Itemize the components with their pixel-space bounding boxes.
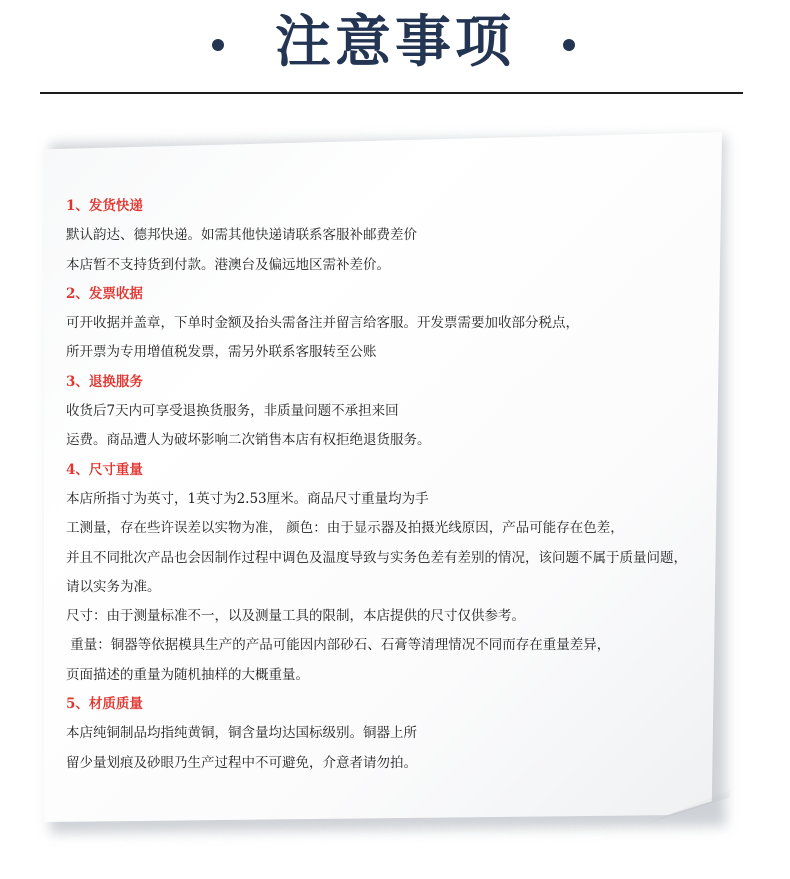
section-heading-invoice: 2、发票收据 bbox=[66, 285, 143, 302]
section-line: 收货后7天内可享受退换货服务，非质量问题不承担来回 bbox=[66, 403, 399, 420]
section-line: 并且不同批次产品也会因制作过程中调色及温度导致与实务色差有差别的情况，该问题不属于质量问题， bbox=[66, 549, 687, 566]
notice-content bbox=[66, 192, 726, 778]
section-line: 重量：铜器等依据模具生产的产品可能因内部砂石、石膏等清理情况不同而存在重量差异， bbox=[66, 637, 611, 654]
section-line: 可开收据并盖章，下单时金额及抬头需备注并留言给客服。开发票需要加收部分税点， bbox=[66, 315, 579, 332]
section-line: 默认韵达、德邦快递。如需其他快递请联系客服补邮费差价 bbox=[66, 227, 417, 244]
section-heading-size-weight: 4、尺寸重量 bbox=[66, 461, 143, 478]
section-line: 页面描述的重量为随机抽样的大概重量。 bbox=[66, 666, 309, 683]
section-line: 本店暂不支持货到付款。港澳台及偏远地区需补差价。 bbox=[66, 256, 390, 273]
section-line: 所开票为专用增值税发票，需另外联系客服转至公账 bbox=[66, 344, 377, 361]
section-line: 工测量，存在些许误差以实物为准， 颜色：由于显示器及拍摄光线原因，产品可能存在色差， bbox=[66, 520, 624, 537]
page-title: 注意事项 bbox=[275, 10, 515, 75]
section-line: 本店所指寸为英寸，1英寸为2.53厘米。商品尺寸重量均为手 bbox=[66, 490, 429, 507]
title-row bbox=[0, 8, 790, 78]
title-right-dot bbox=[563, 39, 575, 51]
section-heading-shipping: 1、发货快递 bbox=[66, 198, 143, 214]
title-divider bbox=[40, 92, 743, 94]
section-line: 留少量划痕及砂眼乃生产过程中不可避免，介意者请勿拍。 bbox=[66, 754, 417, 771]
section-heading-material: 5、材质质量 bbox=[66, 696, 143, 713]
header bbox=[0, 0, 790, 100]
section-line: 尺寸：由于测量标准不一，以及测量工具的限制，本店提供的尺寸仅供参考。 bbox=[66, 608, 525, 625]
section-line: 运费。商品遭人为破坏影响二次销售本店有权拒绝退货服务。 bbox=[66, 432, 431, 449]
section-line: 本店纯铜制品均指纯黄铜，铜含量均达国标级别。铜器上所 bbox=[66, 725, 417, 742]
section-heading-returns: 3、退换服务 bbox=[66, 373, 143, 390]
section-line: 请以实务为准。 bbox=[66, 578, 161, 595]
